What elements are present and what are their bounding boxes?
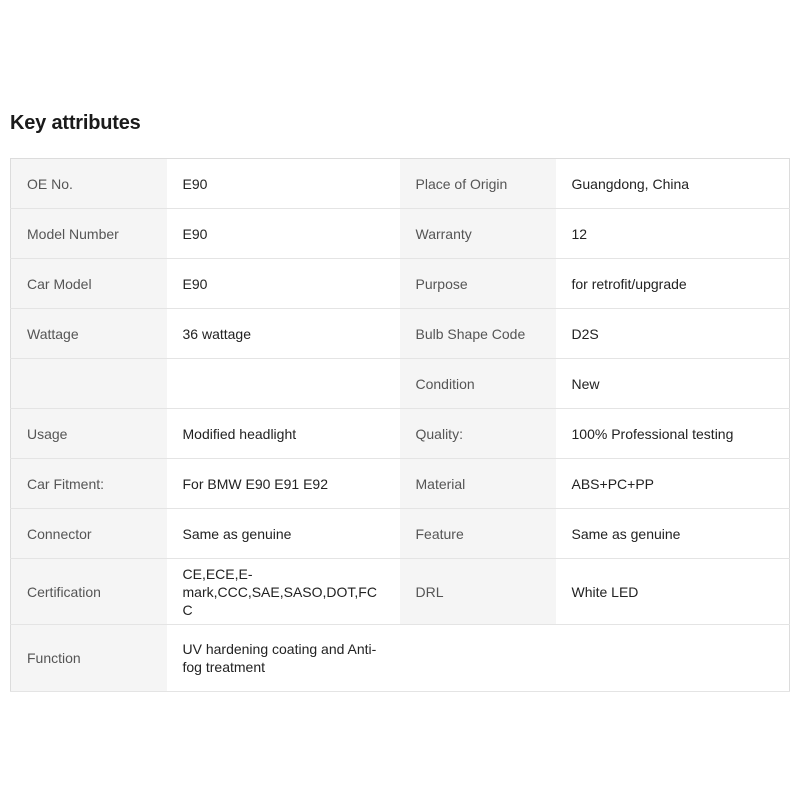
table-row <box>11 459 790 509</box>
attribute-value: E90 <box>167 159 400 209</box>
attribute-key: OE No. <box>11 159 167 209</box>
attribute-value: E90 <box>167 259 400 309</box>
table-row <box>11 559 790 625</box>
attribute-value: Modified headlight <box>167 409 400 459</box>
attribute-value: E90 <box>167 209 400 259</box>
attribute-value: CE,ECE,E-mark,CCC,SAE,SASO,DOT,FCC <box>167 559 400 625</box>
attribute-key: Certification <box>11 559 167 625</box>
attribute-key: Quality: <box>400 409 556 459</box>
attribute-value <box>167 359 400 409</box>
attribute-value: Guangdong, China <box>556 159 790 209</box>
attribute-key: Wattage <box>11 309 167 359</box>
attribute-key <box>400 625 556 692</box>
table-row <box>11 259 790 309</box>
attribute-key: Usage <box>11 409 167 459</box>
attribute-key: Car Model <box>11 259 167 309</box>
attribute-value: D2S <box>556 309 790 359</box>
table-row <box>11 209 790 259</box>
attribute-key: Bulb Shape Code <box>400 309 556 359</box>
attribute-key: Connector <box>11 509 167 559</box>
attribute-value: 100% Professional testing <box>556 409 790 459</box>
attribute-value: 12 <box>556 209 790 259</box>
attribute-value: White LED <box>556 559 790 625</box>
attribute-key: Function <box>11 625 167 692</box>
attribute-value: ABS+PC+PP <box>556 459 790 509</box>
table-row <box>11 509 790 559</box>
attribute-value: UV hardening coating and Anti-fog treatment <box>167 625 400 692</box>
attribute-key: Car Fitment: <box>11 459 167 509</box>
attribute-value: 36 wattage <box>167 309 400 359</box>
attribute-key: Material <box>400 459 556 509</box>
attribute-key <box>11 359 167 409</box>
table-row <box>11 625 790 692</box>
attribute-key: Feature <box>400 509 556 559</box>
table-row <box>11 359 790 409</box>
attribute-key: Model Number <box>11 209 167 259</box>
attribute-key: Purpose <box>400 259 556 309</box>
key-attributes-table <box>10 158 790 692</box>
attribute-value: Same as genuine <box>167 509 400 559</box>
table-row <box>11 409 790 459</box>
table-row <box>11 159 790 209</box>
attribute-value: for retrofit/upgrade <box>556 259 790 309</box>
attribute-value: New <box>556 359 790 409</box>
attribute-value <box>556 625 790 692</box>
table-row <box>11 309 790 359</box>
section-title: Key attributes <box>10 112 141 134</box>
attribute-value: For BMW E90 E91 E92 <box>167 459 400 509</box>
attribute-key: Place of Origin <box>400 159 556 209</box>
attribute-key: DRL <box>400 559 556 625</box>
attribute-value: Same as genuine <box>556 509 790 559</box>
attribute-key: Warranty <box>400 209 556 259</box>
attribute-key: Condition <box>400 359 556 409</box>
